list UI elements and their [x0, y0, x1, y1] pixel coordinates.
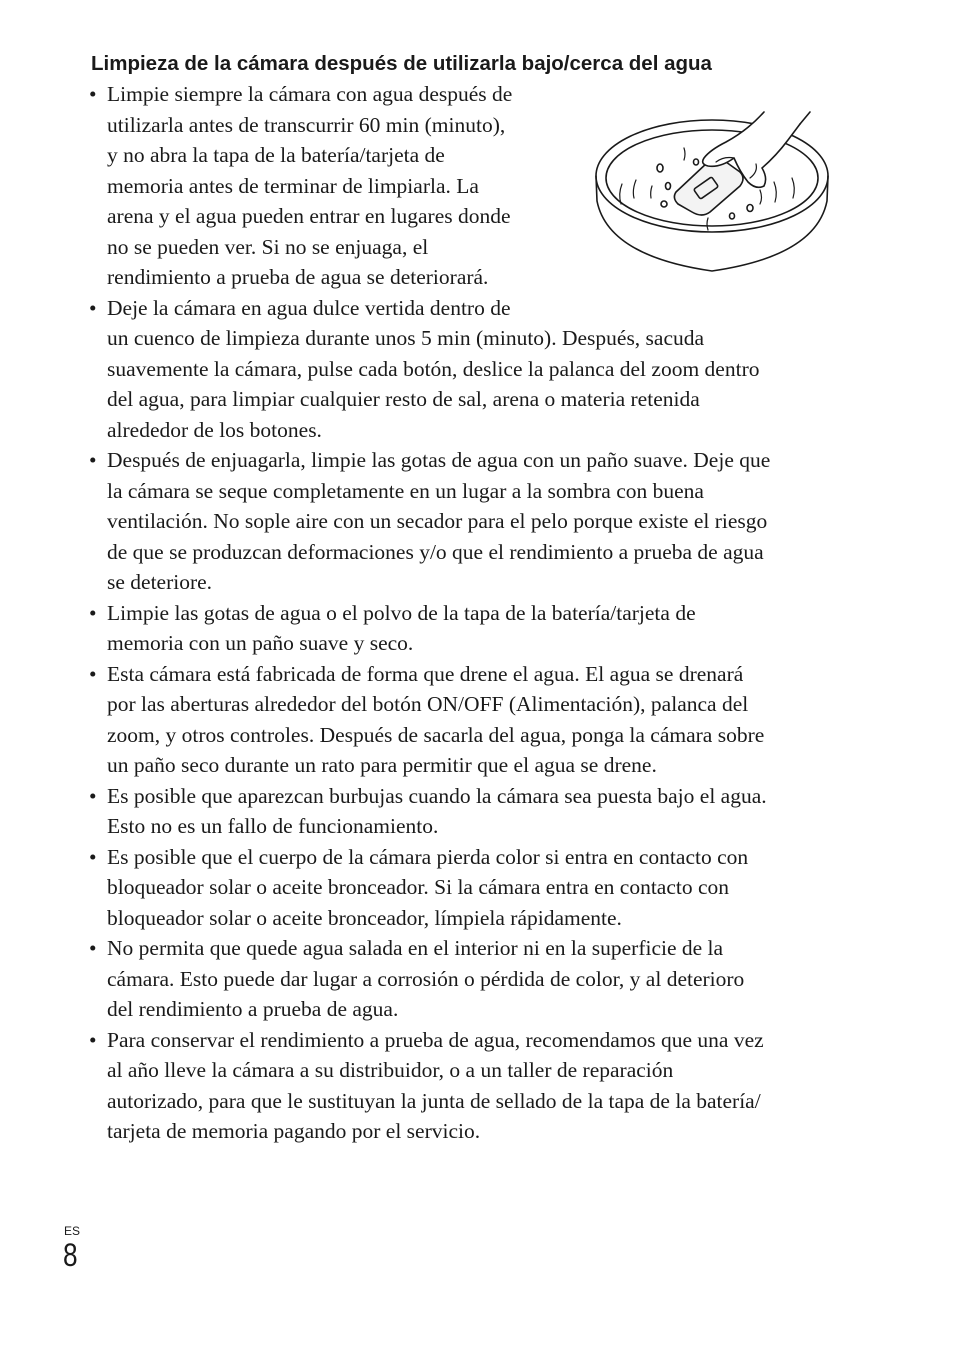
bullet-text-line: Esto no es un fallo de funcionamiento.	[107, 814, 439, 838]
bullet-item	[85, 293, 855, 446]
instructions-list	[85, 79, 855, 1147]
bullet-item	[85, 659, 855, 781]
bullet-text-line: un cuenco de limpieza durante unos 5 min (minuto). Después, sacuda	[107, 326, 705, 350]
bullet-text-line: Para conservar el rendimiento a prueba de agua, recomendamos que una vez	[107, 1027, 764, 1052]
bullet-item	[85, 79, 855, 293]
bullet-text-line: zoom, y otros controles. Después de sacarla del agua, ponga la cámara sobre	[107, 722, 765, 747]
bullet-dot: •	[89, 661, 97, 686]
bullet-text-line: bloqueador solar o aceite bronceador. Si la cámara entra en contacto con	[107, 875, 730, 899]
bullet-text-line: la cámara se seque completamente en un lugar a la sombra con buena	[107, 478, 704, 503]
bullet-text-line: arena y el agua pueden entrar en lugares donde	[107, 204, 511, 228]
bullet-text-line: del rendimiento a prueba de agua.	[107, 997, 399, 1021]
bullet-text-line: Limpie siempre la cámara con agua después de	[107, 82, 513, 106]
bullet-text-line: Después de enjuagarla, limpie las gotas de agua con un paño suave. Deje que	[107, 448, 771, 472]
bullet-text-line: suavemente la cámara, pulse cada botón, deslice la palanca del zoom dentro	[107, 356, 760, 381]
bullet-text-line: de que se produzcan deformaciones y/o que el rendimiento a prueba de agua	[107, 539, 764, 564]
bullet-text-line: Es posible que aparezcan burbujas cuando la cámara sea puesta bajo el agua.	[107, 783, 767, 808]
bullet-text-line: ventilación. No sople aire con un secador para el pelo porque existe el riesgo	[107, 509, 768, 533]
bullet-dot: •	[89, 844, 97, 869]
bullet-text-line: alrededor de los botones.	[107, 417, 322, 442]
bullet-text-line: no se pueden ver. Si no se enjuaga, el	[107, 234, 429, 259]
bullet-text-line: al año lleve la cámara a su distribuidor, o a un taller de reparación	[107, 1058, 674, 1082]
bullet-item	[85, 781, 855, 842]
bullet-item	[85, 842, 855, 934]
bullet-text-line: Es posible que el cuerpo de la cámara pierda color si entra en contacto con	[107, 844, 749, 869]
page-number: 8	[63, 1237, 78, 1273]
bullet-text-line: utilizarla antes de transcurrir 60 min (minuto),	[107, 112, 506, 137]
bullet-item	[85, 445, 855, 598]
bullet-text-line: memoria con un paño suave y seco.	[107, 631, 414, 655]
page-language-label: ES	[64, 1224, 81, 1238]
bullet-text-line: del agua, para limpiar cualquier resto de sal, arena o materia retenida	[107, 387, 700, 411]
bullet-text-line: se deteriore.	[107, 570, 213, 594]
bullet-text-line: bloqueador solar o aceite bronceador, límpiela rápidamente.	[107, 905, 622, 930]
bullet-text-line: Deje la cámara en agua dulce vertida dentro de	[107, 295, 511, 320]
bullet-text-line: un paño seco durante un rato para permitir que el agua se drene.	[107, 753, 657, 777]
bullet-dot: •	[89, 783, 97, 808]
bullet-dot: •	[89, 1027, 97, 1052]
bullet-text-line: memoria antes de terminar de limpiarla. La	[107, 173, 479, 198]
bullet-text-line: por las aberturas alrededor del botón ON/OFF (Alimentación), palanca del	[107, 692, 749, 716]
bullet-text-line: No permita que quede agua salada en el interior ni en la superficie de la	[107, 936, 724, 960]
bullet-text-line: autorizado, para que le sustituyan la junta de sellado de la tapa de la batería/	[107, 1088, 761, 1113]
bullet-item	[85, 933, 855, 1025]
bullet-text-line: Esta cámara está fabricada de forma que drene el agua. El agua se drenará	[107, 661, 744, 686]
bullet-dot: •	[89, 600, 97, 625]
bullet-text-line: rendimiento a prueba de agua se deteriorará.	[107, 265, 489, 289]
bullet-text-line: tarjeta de memoria pagando por el servicio.	[107, 1119, 481, 1143]
bullet-dot: •	[89, 82, 97, 106]
section-heading: Limpieza de la cámara después de utilizarla bajo/cerca del agua	[91, 52, 712, 75]
bullet-item	[85, 1025, 855, 1147]
bullet-dot: •	[89, 295, 97, 320]
bullet-text-line: Limpie las gotas de agua o el polvo de la tapa de la batería/tarjeta de	[107, 600, 696, 625]
bullet-dot: •	[89, 448, 97, 472]
bullet-dot: •	[89, 936, 97, 960]
bullet-text-line: y no abra la tapa de la batería/tarjeta de	[107, 143, 445, 167]
bullet-item	[85, 598, 855, 659]
bullet-text-line: cámara. Esto puede dar lugar a corrosión o pérdida de color, y al deterioro	[107, 966, 745, 991]
